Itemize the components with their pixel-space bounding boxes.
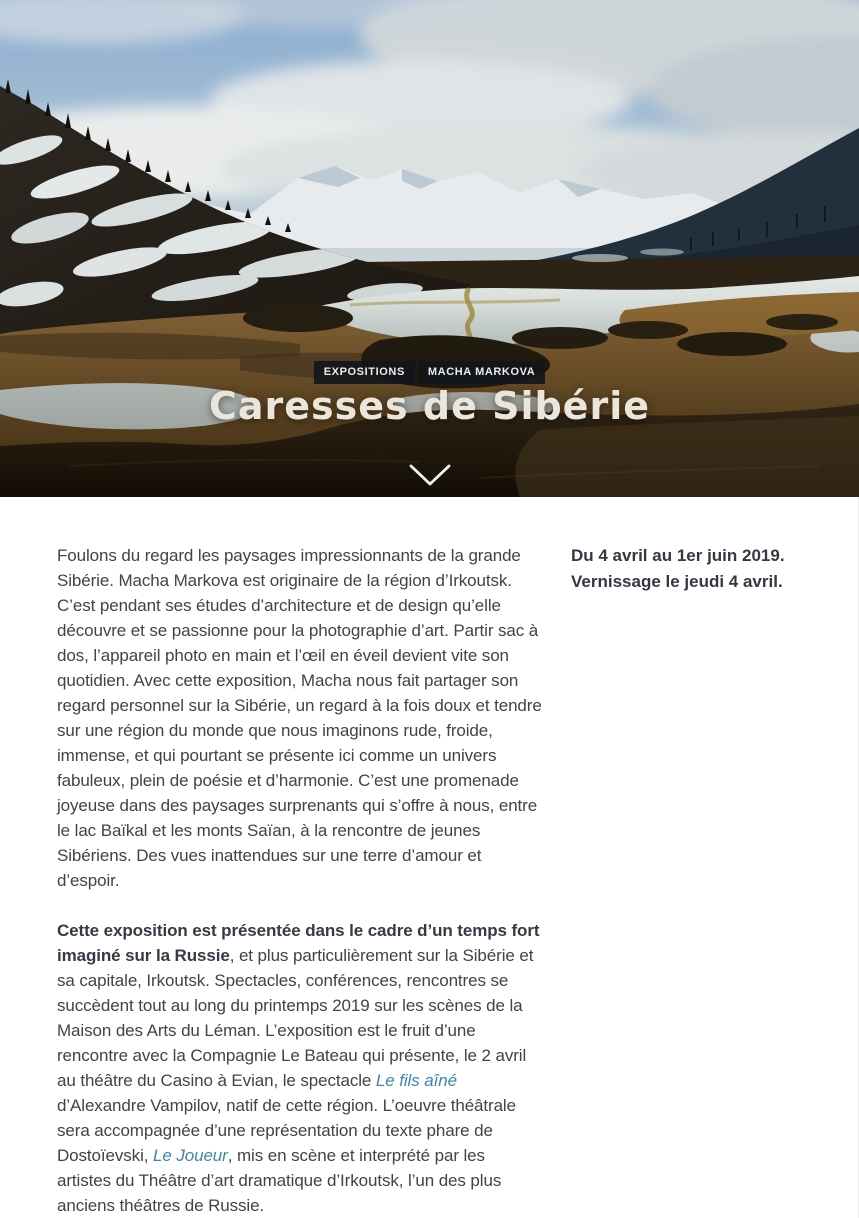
link-le-fils-aine[interactable]: Le fils aîné <box>375 1071 457 1090</box>
paragraph-context <box>57 918 543 1218</box>
breadcrumb <box>0 361 859 384</box>
content-area <box>0 497 859 1218</box>
article-body <box>57 543 543 1218</box>
scroll-down-button[interactable] <box>408 463 452 489</box>
bold-lead-text: Cette exposition est présentée dans le cadre d’un temps fort imaginé sur la Russie <box>57 921 540 965</box>
paragraph-intro: Foulons du regard les paysages impressionnants de la grande Sibérie. Macha Markova est originaire de la région d’Irkoutsk. C’est pendant ses études d’architecture et de design qu’elle découvre et se passionne pour la photographie d’art. Partir sac à dos, l’appareil photo en main et l’œil en éveil devient vite son quotidien. Avec cette exposition, Macha nous fait partager son regard personnel sur la Sibérie, un regard à la fois doux et tendre sur une région du monde que nous imaginons rude, froide, immense, et qui pourtant se présente ici comme un univers fabuleux, plein de poésie et d’harmonie. C’est une promenade joyeuse dans des paysages surprenants qui s’offre à nous, entre le lac Baïkal et les monts Saïan, à la rencontre de jeunes Sibériens. Des vues inattendues sur une terre d’amour et d’espoir. <box>57 546 542 890</box>
link-le-joueur[interactable]: Le Joueur <box>153 1146 228 1165</box>
body-text: , mis en scène et interprété par les artistes du Théâtre d’art dramatique d’Irkoutsk, l’un des plus anciens théâtres de Russie. <box>57 1146 502 1215</box>
tag-macha-markova[interactable]: MACHA MARKOVA <box>418 361 545 384</box>
chevron-down-icon <box>408 463 452 489</box>
event-info <box>571 543 816 595</box>
event-dates: Du 4 avril au 1er juin 2019. <box>571 546 785 565</box>
body-text: d’Alexandre Vampilov, natif de cette région. L’oeuvre théâtrale sera accompagnée d’une représentation du texte phare de Dostoïevski, <box>57 1096 516 1165</box>
tag-expositions[interactable]: EXPOSITIONS <box>314 361 415 384</box>
hero-banner <box>0 0 859 497</box>
page-title: Caresses de Sibérie <box>208 384 650 428</box>
event-vernissage: Vernissage le jeudi 4 avril. <box>571 572 783 591</box>
body-text: , et plus particulièrement sur la Sibérie et sa capitale, Irkoutsk. Spectacles, conférences, rencontres se succèdent tout au long du printemps 2019 sur les scènes de la Maison des Arts du Léman. L’exposition est le fruit d’une rencontre avec la Compagnie Le Bateau qui présente, le 2 avril au théâtre du Casino à Evian, le spectacle <box>57 946 534 1090</box>
